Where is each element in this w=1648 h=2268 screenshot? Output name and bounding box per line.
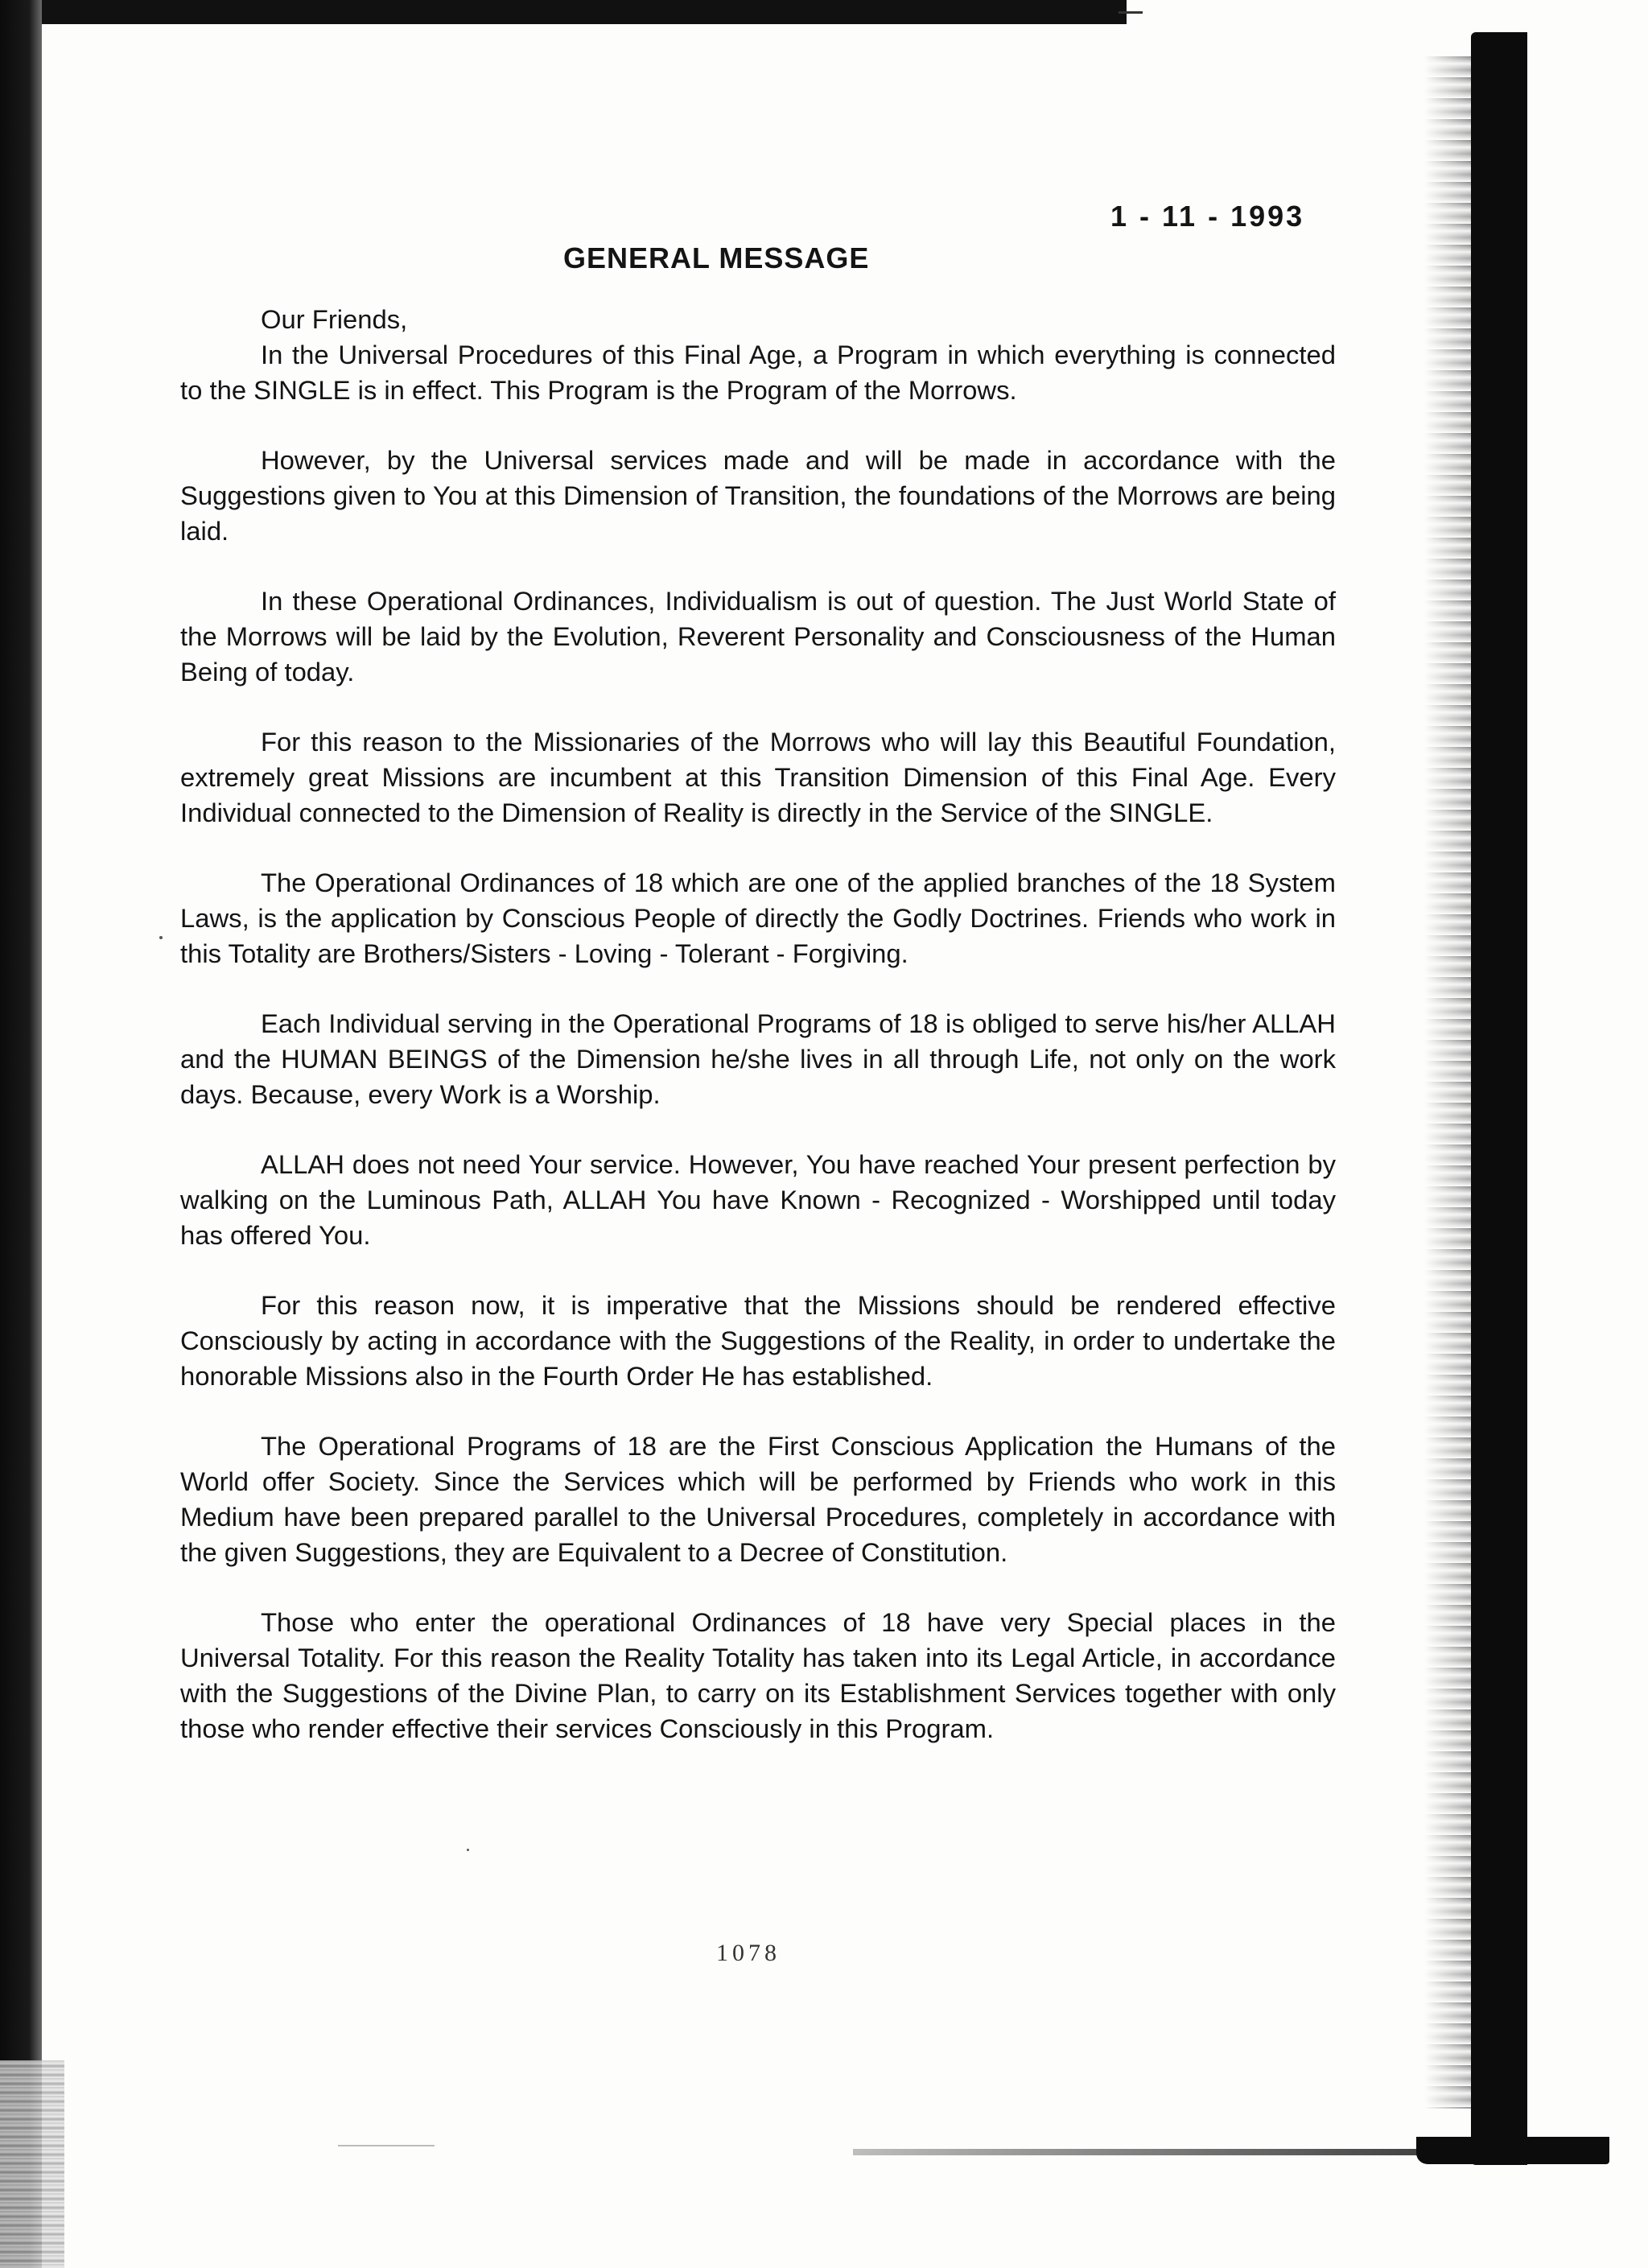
greeting: Our Friends, [261, 304, 408, 334]
paragraph: For this reason to the Missionaries of the Morrows who will lay this Beautiful Foundation, extremely great Missions are incumbent at this Transition Dimension of this Final Age. Every Individual connected to the Dimension of Reality is directly in the Service of the SINGLE. [180, 727, 1336, 827]
paragraph: For this reason now, it is imperative that the Missions should be rendered effective Consciously by acting in accordance with the Suggestions of the Reality, in order to undertake the honorable Missions also in the Fourth Order He has established. [180, 1290, 1336, 1391]
paragraph: However, by the Universal services made and will be made in accordance with the Suggestions given to You at this Dimension of Transition, the foundations of the Morrows are being laid. [180, 445, 1336, 546]
paragraph: ALLAH does not need Your service. However, You have reached Your present perfection by walking on the Luminous Path, ALLAH You have Known - Recognized - Worshipped until today has offered You. [180, 1149, 1336, 1250]
scan-bottom-dash [338, 2145, 435, 2146]
document-body [180, 302, 1336, 1781]
scan-speck [467, 1849, 469, 1851]
paragraph: Those who enter the operational Ordinances of 18 have very Special places in the Universal Totality. For this reason the Reality Totality has taken into its Legal Article, in accordance with the Suggestions of the Divine Plan, to carry on its Establishment Services together with only those who render effective their services Consciously in this Program. [180, 1607, 1336, 1743]
page-number: 1078 [716, 1940, 781, 1966]
scan-left-edge-shadow [0, 0, 42, 2268]
document-date: 1 - 11 - 1993 [1110, 200, 1305, 233]
paragraph: In the Universal Procedures of this Final Age, a Program in which everything is connected to the SINGLE is in effect. This Program is the Program of the Morrows. [180, 340, 1336, 405]
scan-top-edge-line [1119, 11, 1143, 14]
document-title: GENERAL MESSAGE [563, 241, 870, 274]
scan-top-edge-shadow [0, 0, 1127, 24]
paragraph: The Operational Programs of 18 are the First Conscious Application the Humans of the World offer Society. Since the Services which will be performed by Friends who work in this Medium have been prepared parallel to the Universal Procedures, completely in accordance with the given Suggestions, they are Equivalent to a Decree of Constitution. [180, 1431, 1336, 1567]
paragraph: In these Operational Ordinances, Individualism is out of question. The Just World State of the Morrows will be laid by the Evolution, Reverent Personality and Consciousness of the Human Being of today. [180, 586, 1336, 687]
paragraph: The Operational Ordinances of 18 which are one of the applied branches of the 18 System Laws, is the application by Conscious People of directly the Godly Doctrines. Friends who work in this Totality are Brothers/Sisters - Loving - Tolerant - Forgiving. [180, 868, 1336, 968]
scan-bottom-corner-shadow [1416, 2137, 1609, 2164]
scan-right-edge-shadow [1471, 32, 1527, 2165]
paragraph: Each Individual serving in the Operational Programs of 18 is obliged to serve his/her ALLAH and the HUMAN BEINGS of the Dimension he/she lives in all through Life, not only on the work days. Because, every Work is a Worship. [180, 1008, 1336, 1109]
scan-left-bottom-noise [0, 2060, 64, 2268]
scan-speck [159, 936, 163, 939]
